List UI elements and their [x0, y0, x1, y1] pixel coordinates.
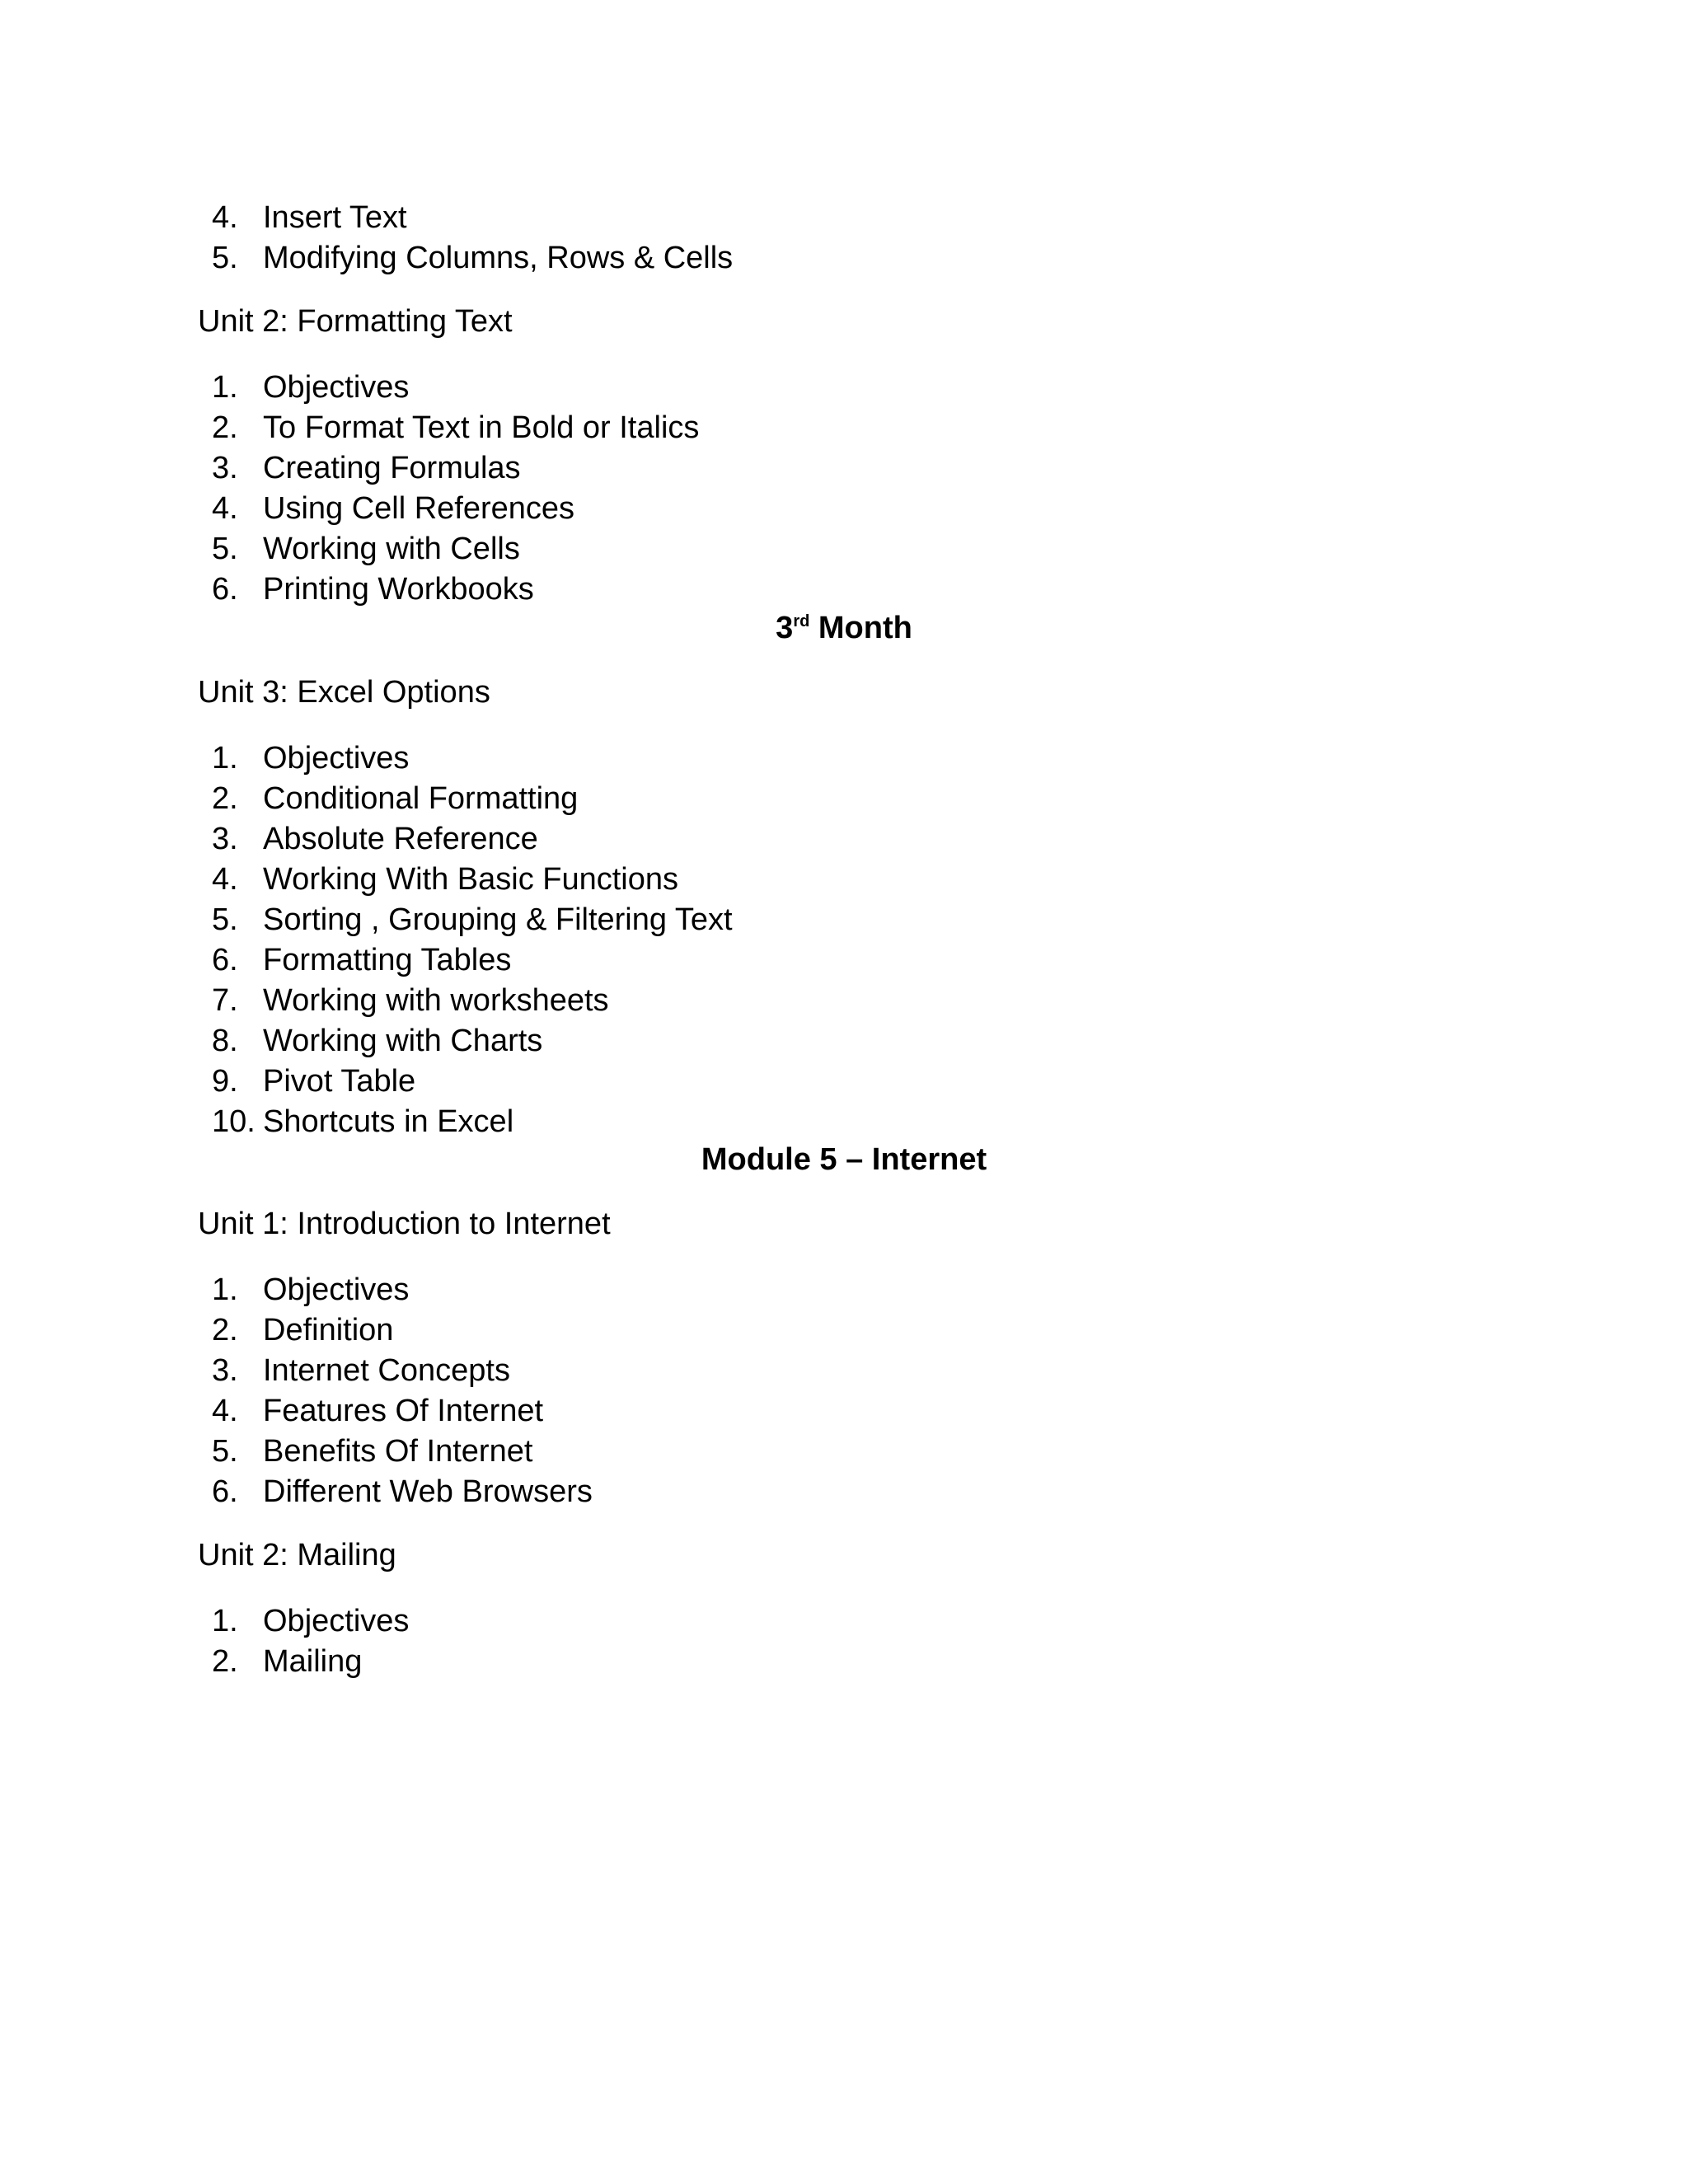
list-text: Objectives [263, 1272, 410, 1307]
list-text: To Format Text in Bold or Italics [263, 410, 700, 445]
list-text: Benefits Of Internet [263, 1434, 533, 1469]
list-text: Working with Cells [263, 532, 520, 566]
unit-heading-excel-options: Unit 3: Excel Options [198, 675, 490, 710]
list-item [212, 1391, 593, 1432]
list-number: 5. [212, 1434, 238, 1469]
list-text: Mailing [263, 1644, 363, 1679]
list-number: 5. [212, 902, 238, 937]
list-number: 4. [212, 491, 238, 526]
list-item [212, 1021, 733, 1062]
list-text: Working With Basic Functions [263, 862, 679, 897]
list-text: Working with Charts [263, 1024, 543, 1058]
list-number: 4. [212, 200, 238, 235]
list-text: Conditional Formatting [263, 781, 579, 816]
list-text: Insert Text [263, 200, 407, 235]
formatting-text-topic-list [212, 368, 699, 610]
list-number: 3. [212, 822, 238, 856]
list-text: Objectives [263, 741, 410, 776]
list-number: 1. [212, 370, 238, 405]
unit-heading-introduction-to-internet: Unit 1: Introduction to Internet [198, 1207, 611, 1241]
list-text: Objectives [263, 1604, 410, 1638]
internet-topic-list [212, 1270, 593, 1512]
list-item [212, 198, 733, 238]
list-item [212, 940, 733, 981]
list-number: 4. [212, 862, 238, 897]
list-number: 2. [212, 410, 238, 445]
list-item [212, 1062, 733, 1102]
list-text: Features Of Internet [263, 1394, 544, 1428]
list-item [212, 1270, 593, 1310]
list-item [212, 1102, 733, 1142]
list-number: 2. [212, 781, 238, 816]
list-text: Formatting Tables [263, 943, 512, 977]
list-number: 1. [212, 1604, 238, 1638]
list-number: 1. [212, 741, 238, 776]
list-item [212, 1642, 409, 1682]
month-number: 3 [776, 611, 794, 645]
list-item [212, 569, 699, 610]
list-number: 10. [212, 1104, 256, 1139]
excel-options-topic-list [212, 738, 733, 1142]
month-ordinal-suffix: rd [793, 612, 810, 630]
list-number: 3. [212, 1353, 238, 1388]
list-number: 5. [212, 241, 238, 275]
list-number: 2. [212, 1313, 238, 1347]
list-number: 6. [212, 1474, 238, 1509]
list-text: Sorting , Grouping & Filtering Text [263, 902, 733, 937]
list-item [212, 238, 733, 279]
list-number: 6. [212, 943, 238, 977]
list-number: 7. [212, 983, 238, 1018]
list-item [212, 819, 733, 860]
list-text: Absolute Reference [263, 822, 538, 856]
list-number: 5. [212, 532, 238, 566]
list-item [212, 779, 733, 819]
list-item [212, 900, 733, 940]
list-item [212, 981, 733, 1021]
list-item [212, 448, 699, 489]
list-item [212, 860, 733, 900]
list-number: 3. [212, 451, 238, 485]
list-text: Printing Workbooks [263, 572, 534, 607]
list-item [212, 1472, 593, 1512]
mailing-topic-list [212, 1601, 409, 1682]
list-text: Internet Concepts [263, 1353, 510, 1388]
list-text: Working with worksheets [263, 983, 609, 1018]
list-number: 2. [212, 1644, 238, 1679]
list-number: 4. [212, 1394, 238, 1428]
list-number: 6. [212, 572, 238, 607]
list-number: 8. [212, 1024, 238, 1058]
list-item [212, 368, 699, 408]
list-text: Modifying Columns, Rows & Cells [263, 241, 734, 275]
list-number: 9. [212, 1064, 238, 1099]
list-text: Shortcuts in Excel [263, 1104, 514, 1139]
list-item [212, 408, 699, 448]
module-title: Module 5 – Internet [701, 1142, 987, 1177]
list-text: Using Cell References [263, 491, 575, 526]
unit-heading-formatting-text: Unit 2: Formatting Text [198, 304, 513, 339]
list-item [212, 1351, 593, 1391]
unit-heading-mailing: Unit 2: Mailing [198, 1538, 396, 1572]
list-item [212, 1601, 409, 1642]
list-text: Objectives [263, 370, 410, 405]
list-item [212, 529, 699, 569]
continued-topic-list [212, 198, 733, 279]
month-label: Month [809, 611, 912, 645]
list-text: Pivot Table [263, 1064, 416, 1099]
list-item [212, 489, 699, 529]
list-item [212, 738, 733, 779]
list-number: 1. [212, 1272, 238, 1307]
month-title [0, 608, 1688, 649]
list-item [212, 1310, 593, 1351]
list-item [212, 1432, 593, 1472]
list-text: Different Web Browsers [263, 1474, 593, 1509]
list-text: Definition [263, 1313, 394, 1347]
list-text: Creating Formulas [263, 451, 521, 485]
